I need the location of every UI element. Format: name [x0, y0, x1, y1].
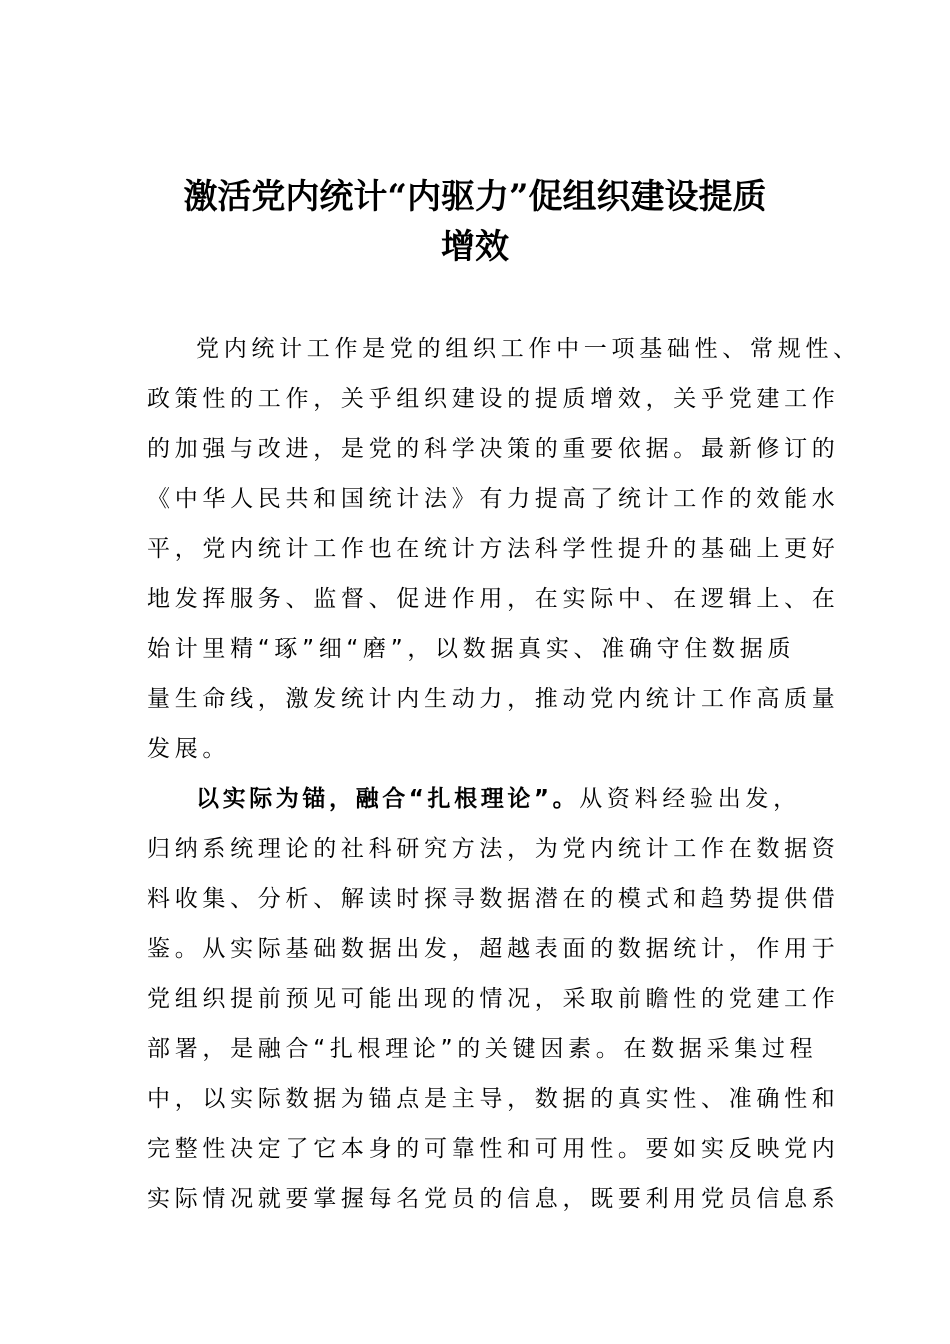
paragraph2-line-9: 实际情况就要掌握每名党员的信息，既要利用党员信息系 [147, 1186, 840, 1212]
paragraph2-line-1 [196, 788, 876, 811]
paragraph2-line-5: 党组织提前预见可能出现的情况，采取前瞻性的党建工作 [147, 986, 840, 1012]
paragraph2-line-3: 料收集、分析、解读时探寻数据潜在的模式和趋势提供借 [147, 886, 840, 912]
paragraph2-line-8: 完整性决定了它本身的可靠性和可用性。要如实反映党内 [147, 1136, 840, 1162]
paragraph1-line-3: 的加强与改进，是党的科学决策的重要依据。最新修订的 [147, 436, 840, 462]
paragraph2-heading: 以实际为锚，融合“扎根理论”。 [196, 786, 580, 812]
paragraph1-line-5: 平，党内统计工作也在统计方法科学性提升的基础上更好 [147, 536, 840, 562]
document-title-line-2: 增效 [441, 227, 509, 267]
paragraph1-line-2: 政策性的工作，关乎组织建设的提质增效，关乎党建工作 [147, 386, 840, 412]
paragraph2-line-7: 中，以实际数据为锚点是主导，数据的真实性、准确性和 [147, 1086, 840, 1112]
paragraph2-line-4: 鉴。从实际基础数据出发，超越表面的数据统计，作用于 [147, 936, 840, 962]
paragraph1-line-8: 量生命线，激发统计内生动力，推动党内统计工作高质量 [147, 686, 840, 712]
paragraph1-line-9: 发展。 [147, 736, 231, 762]
paragraph2-line-6: 部署，是融合“扎根理论”的关键因素。在数据采集过程 [147, 1036, 818, 1062]
paragraph1-line-6: 地发挥服务、监督、促进作用，在实际中、在逻辑上、在 [147, 586, 840, 612]
document-title-line-1: 激活党内统计“内驱力”促组织建设提质 [183, 177, 767, 217]
paragraph1-line-4: 《中华人民共和国统计法》有力提高了统计工作的效能水 [147, 486, 840, 512]
paragraph1-line-1: 党内统计工作是党的组织工作中一项基础性、常规性、 [196, 336, 861, 362]
paragraph2-first-line-rest: 从资料经验出发， [579, 786, 801, 812]
paragraph2-line-2: 归纳系统理论的社科研究方法，为党内统计工作在数据资 [147, 836, 840, 862]
paragraph1-line-7: 始计里精“琢”细“磨”，以数据真实、准确守住数据质 [147, 636, 796, 662]
